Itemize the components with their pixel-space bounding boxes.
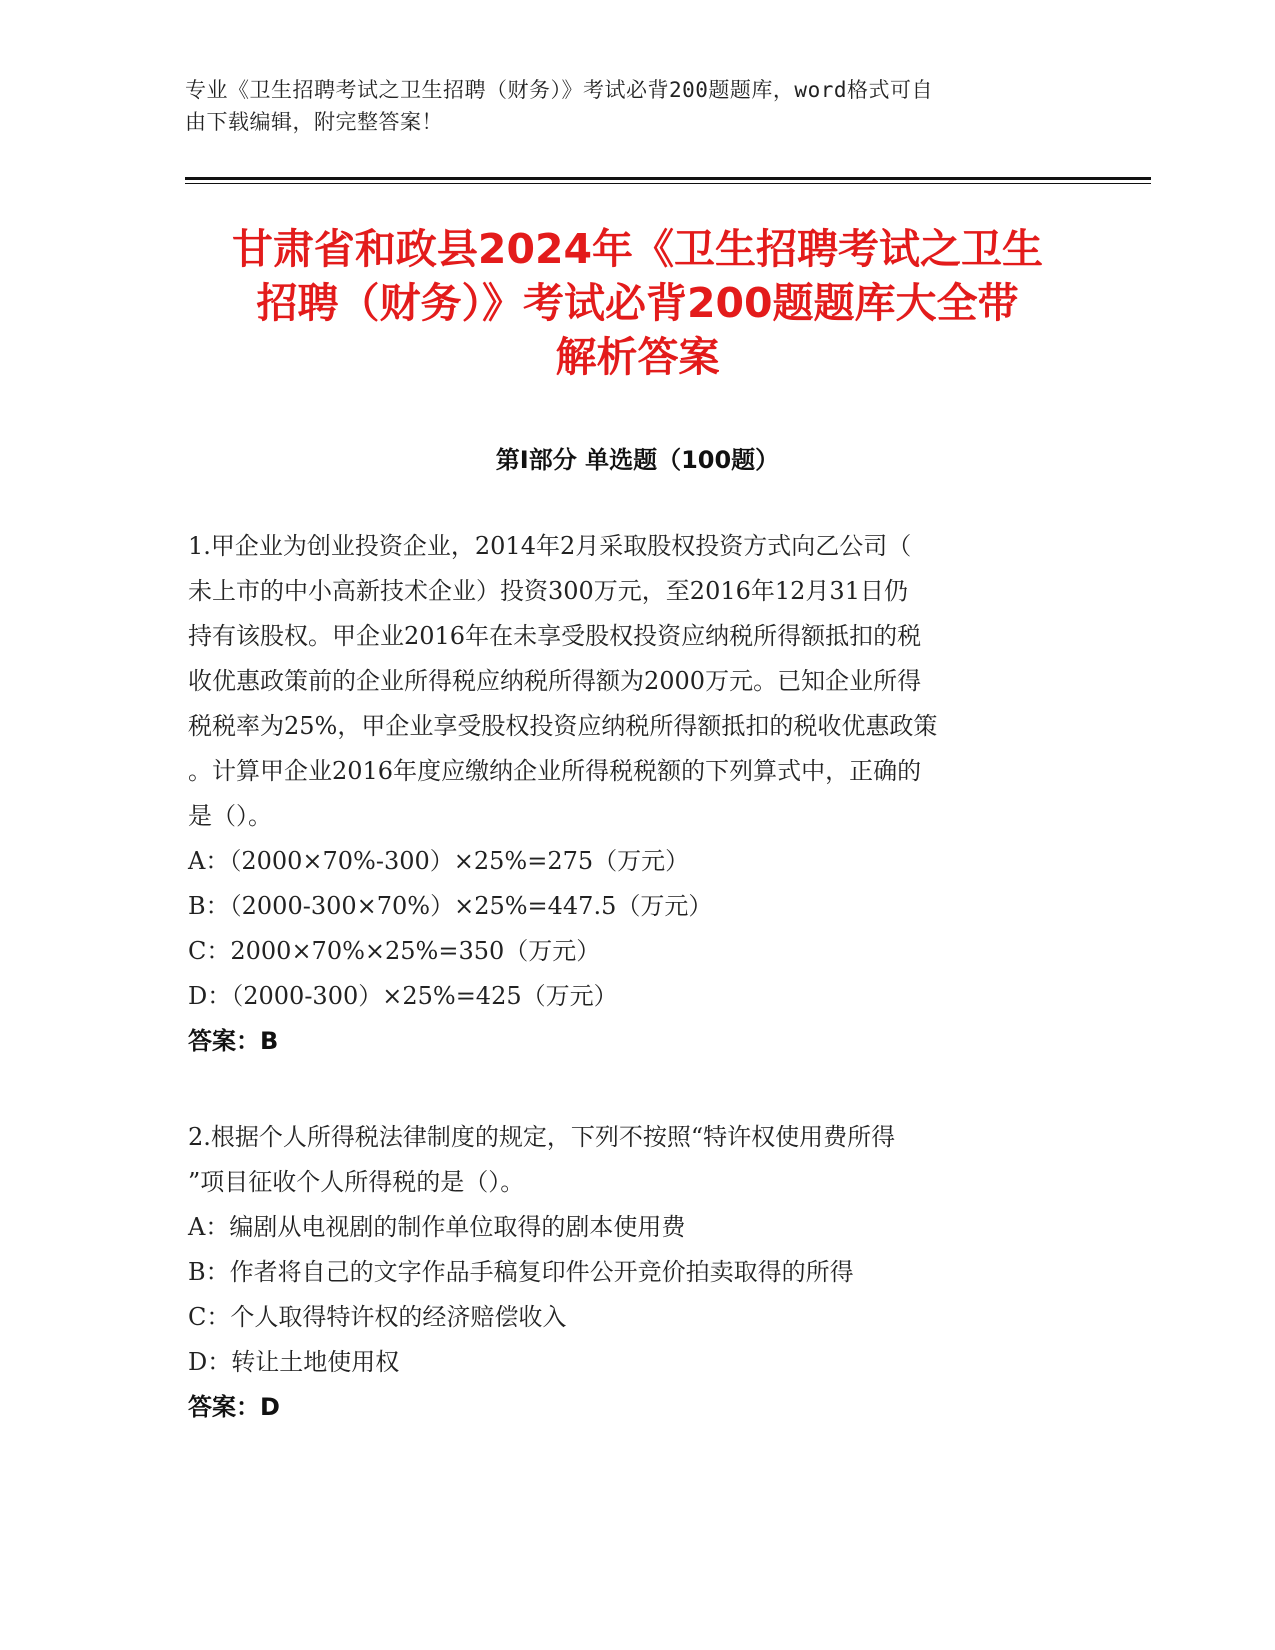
option-a: A：（2000×70%-300）×25%=275（万元） <box>188 847 690 875</box>
question-stem-line: 持有该股权。甲企业2016年在未享受股权投资应纳税所得额抵扣的税 <box>188 622 922 650</box>
question-stem-line: 收优惠政策前的企业所得税应纳税所得额为2000万元。已知企业所得 <box>188 667 922 695</box>
question-stem-line: 1.甲企业为创业投资企业，2014年2月采取股权投资方式向乙公司（ <box>188 532 912 560</box>
option-c: C：2000×70%×25%=350（万元） <box>188 937 601 965</box>
question-2 <box>188 1115 1078 1430</box>
section-heading: 第Ⅰ部分 单选题（100题） <box>495 446 780 474</box>
option-d: D：（2000-300）×25%=425（万元） <box>188 982 618 1010</box>
header-divider-thick <box>185 177 1151 180</box>
document-title-line: 招聘（财务）》考试必背200题题库大全带 <box>256 279 1019 327</box>
option-d: D：转让土地使用权 <box>188 1348 400 1376</box>
question-stem-line: 税税率为25%，甲企业享受股权投资应纳税所得额抵扣的税收优惠政策 <box>188 712 938 740</box>
header-note <box>185 74 1065 138</box>
answer: 答案：D <box>188 1393 280 1421</box>
option-c: C：个人取得特许权的经济赔偿收入 <box>188 1303 567 1331</box>
document-title-line: 解析答案 <box>555 333 720 381</box>
question-stem <box>188 524 1078 839</box>
question-stem-line: 。计算甲企业2016年度应缴纳企业所得税税额的下列算式中，正确的 <box>188 757 922 785</box>
header-note-line: 专业《卫生招聘考试之卫生招聘（财务）》考试必背200题题库，word格式可自 <box>185 78 933 102</box>
question-stem-line: ”项目征收个人所得税的是（）。 <box>188 1168 525 1196</box>
answer: 答案：B <box>188 1027 279 1055</box>
question-stem <box>188 1115 1078 1205</box>
option-b: B：作者将自己的文字作品手稿复印件公开竞价拍卖取得的所得 <box>188 1258 854 1286</box>
question-stem-line: 是（）。 <box>188 802 272 830</box>
question-stem-line: 2.根据个人所得税法律制度的规定，下列不按照“特许权使用费所得 <box>188 1123 896 1151</box>
header-note-line: 由下载编辑，附完整答案！ <box>185 110 443 134</box>
header-divider-thin <box>185 183 1151 184</box>
option-b: B：（2000-300×70%）×25%=447.5（万元） <box>188 892 713 920</box>
question-stem-line: 未上市的中小高新技术企业）投资300万元，至2016年12月31日仍 <box>188 577 908 605</box>
question-1 <box>188 524 1078 1064</box>
document-title-line: 甘肃省和政县2024年《卫生招聘考试之卫生 <box>231 225 1044 273</box>
option-a: A：编剧从电视剧的制作单位取得的剧本使用费 <box>188 1213 686 1241</box>
document-title <box>175 222 1100 384</box>
